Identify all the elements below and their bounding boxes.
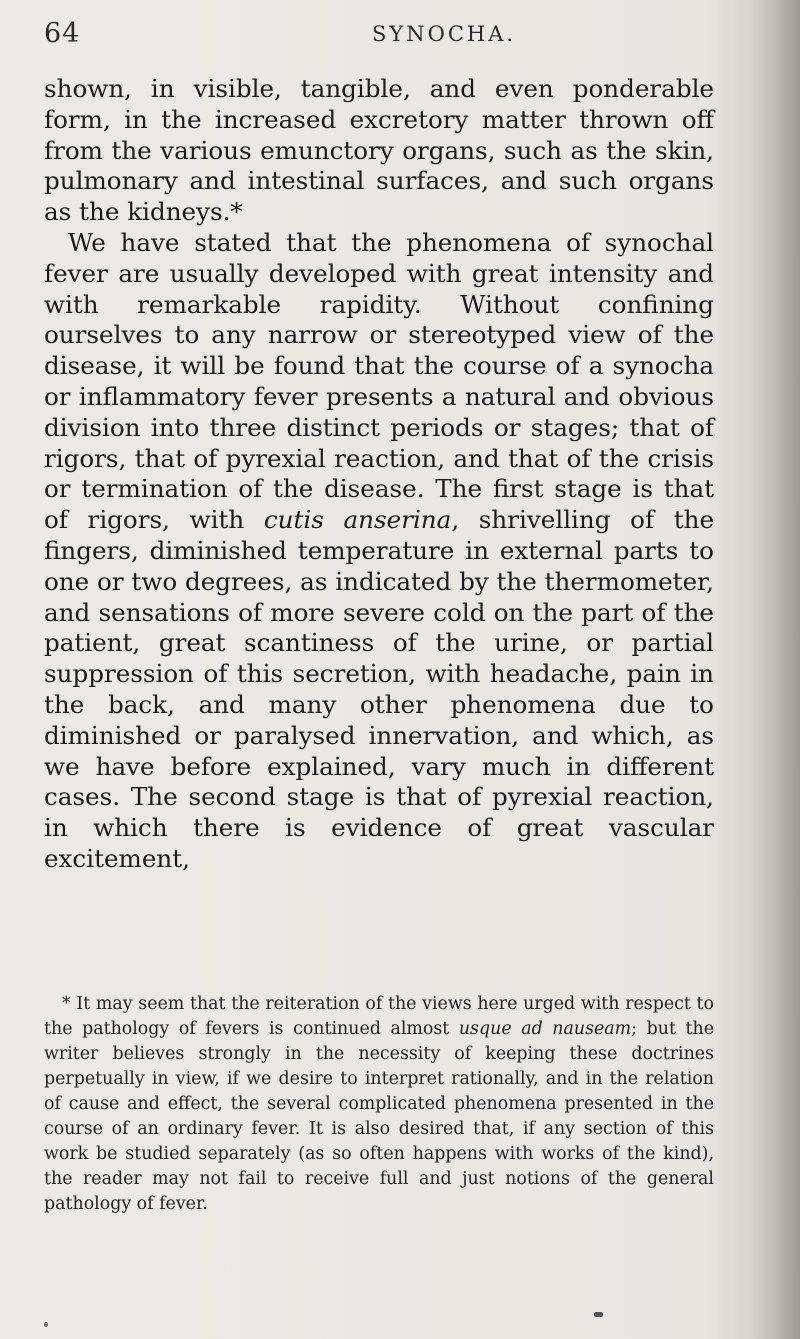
footnote bbox=[44, 992, 714, 1217]
paragraph-1-text: shown, in visible, tangible, and even ponderable form, in the increased excretory matter thrown off from the various emunctory organs, such as the skin, pulmonary and intestinal surfaces, and such organs as the kidneys.* bbox=[44, 74, 714, 227]
page-number: 64 bbox=[44, 18, 81, 49]
footnote-italic: usque ad nauseam bbox=[458, 1019, 632, 1039]
paragraph-2 bbox=[44, 228, 714, 875]
print-mark bbox=[594, 1312, 603, 1317]
footnote-text-b: ; but the writer believes strongly in the necessity of keeping these doctrines perpetually in view, if we desire to interpret rationally, and in the relation of cause and effect, the several complicated phenomena presented in the course of an ordinary fever. It is also desired that, if any section of this work be studied separately (as so often happens with works of the kind), the reader may not fail to receive full and just notions of the general pathology of fever. bbox=[44, 1019, 715, 1214]
paragraph-2-italic: cutis anserina bbox=[263, 505, 452, 535]
body-text bbox=[44, 74, 714, 875]
footnote-marker: * bbox=[62, 994, 71, 1014]
running-head: SYNOCHA. bbox=[372, 22, 517, 46]
paragraph-2-text-a: We have stated that the phenomena of synochal fever are usually developed with great intensity and with remarkable rapidity. Without confining ourselves to any narrow or stereotyped view of the disease, it will be found that the course of a synocha or inflammatory fever presents a natural and obvious division into three distinct periods or stages; that of rigors, that of pyrexial reaction, and that of the crisis or termination of the disease. The first stage is that of rigors, with bbox=[44, 227, 714, 535]
scan-speck bbox=[44, 1322, 48, 1327]
footnote-text-a: It may seem that the reiteration of the views here urged with respect to the pathology of fevers is continued almost bbox=[44, 994, 714, 1039]
paragraph-2-text-b: , shrivelling of the fingers, diminished temperature in external parts to one or two degrees, as indicated by the thermometer, and sensations of more severe cold on the part of the patient, great scantiness of the urine, or partial suppression of this secretion, with headache, pain in the back, and many other phenomena due to diminished or paralysed innervation, and which, as we have before explained, vary much in different cases. The second stage is that of pyrexial reaction, in which there is evidence of great vascular excitement, bbox=[44, 505, 715, 873]
paragraph-1 bbox=[44, 74, 714, 228]
page-header bbox=[0, 18, 760, 58]
